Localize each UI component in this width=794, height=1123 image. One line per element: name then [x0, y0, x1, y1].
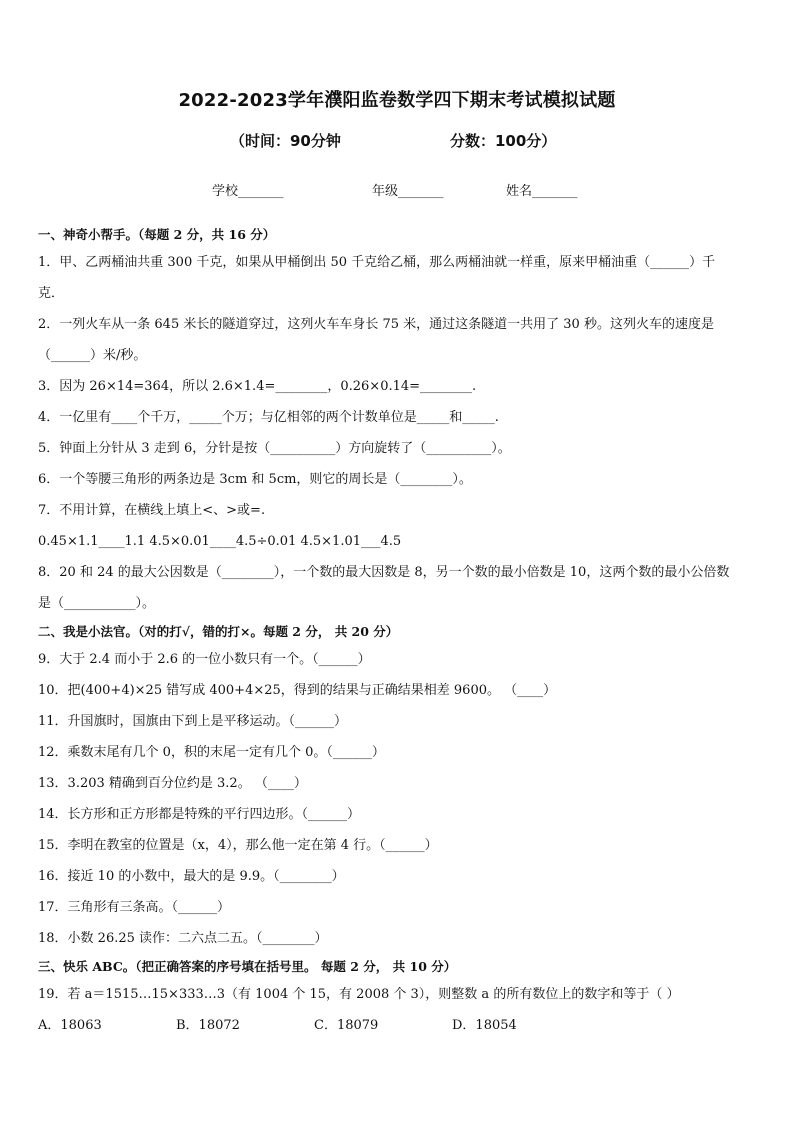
page-title: 2022-2023学年濮阳监卷数学四下期末考试模拟试题 — [178, 90, 616, 111]
question-10: 10．把(400+4)×25 错写成 400+4×25，得到的结果与正确结果相差 9600。 （____） — [38, 683, 557, 698]
question-2-cont: （______）米/秒。 — [38, 348, 147, 363]
section-heading: 一、神奇小帮手。（每题 2 分，共 16 分） — [38, 227, 276, 242]
option-a: A．18063 — [38, 1018, 102, 1033]
question-13: 13．3.203 精确到百分位约是 3.2。 （____） — [38, 776, 307, 791]
question-11: 11．升国旗时，国旗由下到上是平移运动。（______） — [38, 714, 348, 729]
question-15: 15．李明在教室的位置是（x，4），那么他一定在第 4 行。（______） — [38, 838, 438, 853]
section-heading: 三、快乐 ABC。（把正确答案的序号填在括号里。 每题 2 分， 共 10 分） — [38, 959, 457, 974]
question-8: 8．20 和 24 的最大公因数是（________），一个数的最大因数是 8，另一个数的最小倍数是 10，这两个数的最小公倍数 — [38, 565, 730, 580]
exam-time: （时间：90分钟 — [230, 132, 341, 150]
question-18: 18．小数 26.25 读作：二六点二五。（________） — [38, 931, 328, 946]
question-1-cont: 克． — [38, 286, 65, 301]
exam-score: 分数：100分） — [450, 132, 557, 150]
option-b: B．18072 — [176, 1018, 240, 1033]
question-7: 7．不用计算，在横线上填上<、>或=. — [38, 503, 266, 518]
question-1: 1．甲、乙两桶油共重 300 千克，如果从甲桶倒出 50 千克给乙桶，那么两桶油就一样重，原来甲桶油重（______）千 — [38, 255, 716, 270]
question-9: 9．大于 2.4 而小于 2.6 的一位小数只有一个。（______） — [38, 652, 371, 667]
question-16: 16．接近 10 的小数中，最大的是 9.9。（________） — [38, 869, 345, 884]
question-12: 12．乘数末尾有几个 0，积的末尾一定有几个 0。（______） — [38, 745, 385, 760]
question-8-cont: 是（___________）。 — [38, 596, 156, 611]
question-17: 17．三角形有三条高。（______） — [38, 900, 231, 915]
question-2: 2．一列火车从一条 645 米长的隧道穿过，这列火车车身长 75 米，通过这条隧道一共用了 30 秒。这列火车的速度是 — [38, 317, 714, 332]
question-3: 3．因为 26×14=364，所以 2.6×1.4=________，0.26×0.14=________. — [38, 379, 477, 394]
question-5: 5．钟面上分针从 3 走到 6，分针是按（__________）方向旋转了（__________）。 — [38, 441, 511, 456]
question-4: 4．一亿里有____个千万，_____个万；与亿相邻的两个计数单位是_____和_____. — [38, 410, 499, 425]
exam-content — [38, 222, 760, 1041]
school-field: 学校_______ — [212, 184, 284, 199]
question-19-options — [38, 1010, 760, 1041]
grade-field: 年级_______ — [372, 184, 444, 199]
question-14: 14．长方形和正方形都是特殊的平行四边形。（______） — [38, 807, 361, 822]
option-d: D．18054 — [452, 1018, 517, 1033]
question-19: 19．若 a＝1515…15×333…3（有 1004 个 15，有 2008 个 3），则整数 a 的所有数位上的数字和等于（ ） — [38, 987, 680, 1002]
section-heading: 二、我是小法官。（对的打√，错的打×。每题 2 分， 共 20 分） — [38, 624, 399, 639]
exam-meta — [0, 130, 794, 152]
question-6: 6．一个等腰三角形的两条边是 3cm 和 5cm，则它的周长是（________）。 — [38, 472, 472, 487]
name-field: 姓名_______ — [506, 184, 578, 199]
question-7-expr: 0.45×1.1____1.1 4.5×0.01____4.5÷0.01 4.5×1.01___4.5 — [38, 534, 402, 549]
option-c: C．18079 — [314, 1018, 379, 1033]
